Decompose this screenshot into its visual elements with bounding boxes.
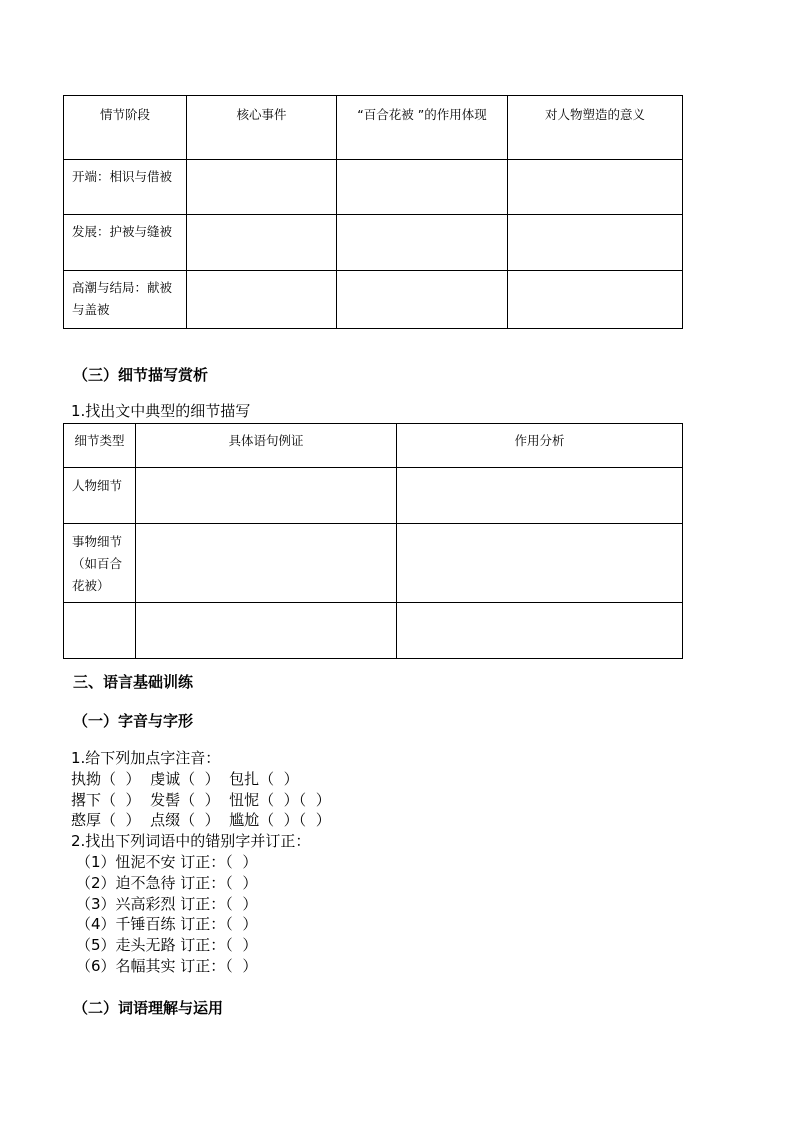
- detail-analysis-table: [63, 423, 683, 659]
- typo-line: （5）走头无路 订正：（ ）: [76, 936, 258, 955]
- blank-cell[interactable]: [397, 468, 683, 524]
- blank-cell[interactable]: [508, 271, 683, 329]
- table-header-cell: 具体语句例证: [136, 424, 397, 468]
- plot-analysis-table: [63, 95, 683, 329]
- typo-line: （3）兴高彩烈 订正：（ ）: [76, 894, 258, 913]
- blank-cell[interactable]: [397, 524, 683, 603]
- typo-block: [76, 852, 257, 977]
- subsection-title-pronunciation: （一）字音与字形: [73, 712, 194, 730]
- stage-cell: 高潮与结局：献被与盖被: [64, 271, 187, 329]
- table-header-cell: 对人物塑造的意义: [508, 96, 683, 160]
- blank-cell[interactable]: [187, 160, 337, 215]
- section-title-detail: （三）细节描写赏析: [73, 366, 209, 384]
- question-typo: 2.找出下列词语中的错别字并订正：: [71, 832, 311, 851]
- blank-cell[interactable]: [508, 215, 683, 271]
- table-header-cell: 核心事件: [187, 96, 337, 160]
- blank-cell[interactable]: [337, 215, 508, 271]
- question-detail-1: 1.找出文中典型的细节描写: [71, 402, 251, 420]
- table-row: [64, 524, 683, 603]
- blank-cell[interactable]: [187, 215, 337, 271]
- detail-type-cell: [64, 603, 136, 659]
- blank-cell[interactable]: [337, 160, 508, 215]
- pinyin-line: 撂下（ ） 发髻（ ） 忸怩（ ）（ ）: [71, 790, 331, 809]
- detail-type-cell: 人物细节: [64, 468, 136, 524]
- table-header-cell: 细节类型: [64, 424, 136, 468]
- stage-cell: 发展：护被与缝被: [64, 215, 187, 271]
- blank-cell[interactable]: [397, 603, 683, 659]
- table-row: [64, 271, 683, 329]
- typo-line: （4）千锤百练 订正：（ ）: [76, 915, 258, 934]
- blank-cell[interactable]: [508, 160, 683, 215]
- subsection-title-vocabulary: （二）词语理解与运用: [73, 999, 224, 1017]
- table-header-cell: 情节阶段: [64, 96, 187, 160]
- table-row: [64, 215, 683, 271]
- table-row: [64, 468, 683, 524]
- pinyin-line: 执拗（ ） 虔诚（ ） 包扎（ ）: [71, 769, 299, 788]
- blank-cell[interactable]: [136, 468, 397, 524]
- table-header-cell: “百合花被 ”的作用体现: [337, 96, 508, 160]
- table-row: [64, 160, 683, 215]
- detail-type-cell: 事物细节（如百合花被）: [64, 524, 136, 603]
- pronunciation-block: [71, 748, 331, 852]
- table-row: [64, 603, 683, 659]
- table-header-cell: 作用分析: [397, 424, 683, 468]
- typo-line: （2）迫不急待 订正：（ ）: [76, 873, 258, 892]
- table-header-row: [64, 96, 683, 160]
- question-pinyin: 1.给下列加点字注音：: [71, 749, 221, 767]
- stage-cell: 开端：相识与借被: [64, 160, 187, 215]
- section-title-language: 三、语言基础训练: [73, 673, 194, 691]
- typo-line: （1）忸泥不安 订正：（ ）: [76, 853, 258, 871]
- pinyin-line: 憨厚（ ） 点缀（ ） 尴尬（ ）（ ）: [71, 811, 331, 830]
- blank-cell[interactable]: [187, 271, 337, 329]
- table-header-row: [64, 424, 683, 468]
- typo-line: （6）名幅其实 订正：（ ）: [76, 956, 258, 975]
- blank-cell[interactable]: [136, 524, 397, 603]
- blank-cell[interactable]: [136, 603, 397, 659]
- blank-cell[interactable]: [337, 271, 508, 329]
